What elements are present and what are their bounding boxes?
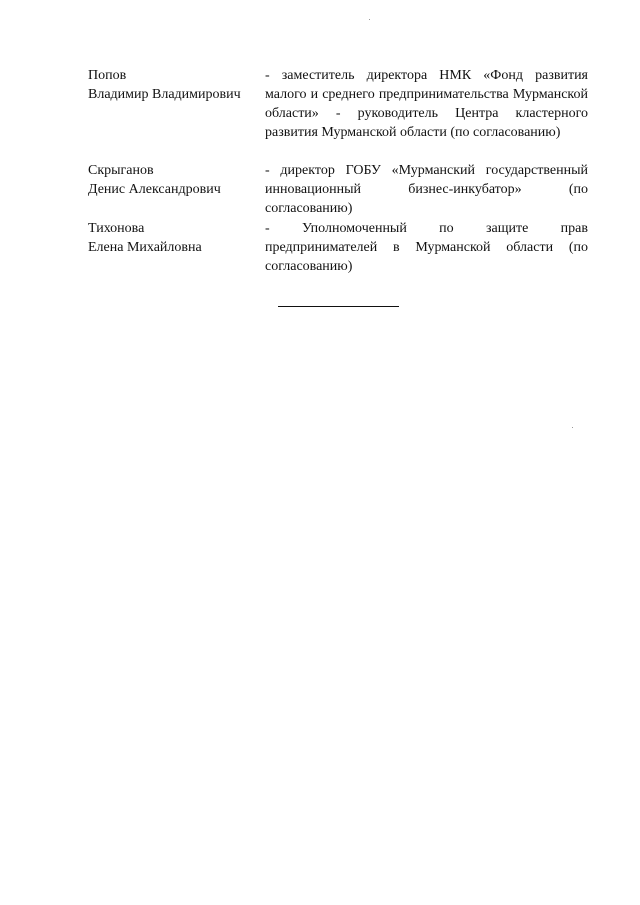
- member-given-names: Денис Александрович: [88, 182, 221, 197]
- scan-speck: [369, 19, 370, 20]
- member-role: - заместитель директора НМК «Фонд развития малого и среднего предпринимательства Мурманской области» - руководитель Центра кластерного развития Мурманской области (по согласованию): [265, 68, 588, 140]
- member-surname: Тихонова: [88, 221, 145, 236]
- end-of-list-rule: [278, 306, 399, 307]
- member-given-names: Владимир Владимирович: [88, 87, 241, 102]
- member-entry: [88, 219, 588, 279]
- scan-speck: [572, 427, 573, 428]
- member-name: [88, 219, 263, 257]
- member-name: [88, 66, 263, 104]
- member-role: - Уполномоченный по защите прав предпринимателей в Мурманской области (по согласованию): [265, 221, 588, 274]
- member-role: - директор ГОБУ «Мурманский государственный инновационный бизнес-инкубатор» (по согласованию): [265, 163, 588, 216]
- member-name: [88, 161, 263, 199]
- member-given-names: Елена Михайловна: [88, 240, 202, 255]
- member-surname: Попов: [88, 68, 127, 83]
- member-entry: [88, 161, 588, 216]
- member-surname: Скрыганов: [88, 163, 154, 178]
- member-entry: [88, 66, 588, 146]
